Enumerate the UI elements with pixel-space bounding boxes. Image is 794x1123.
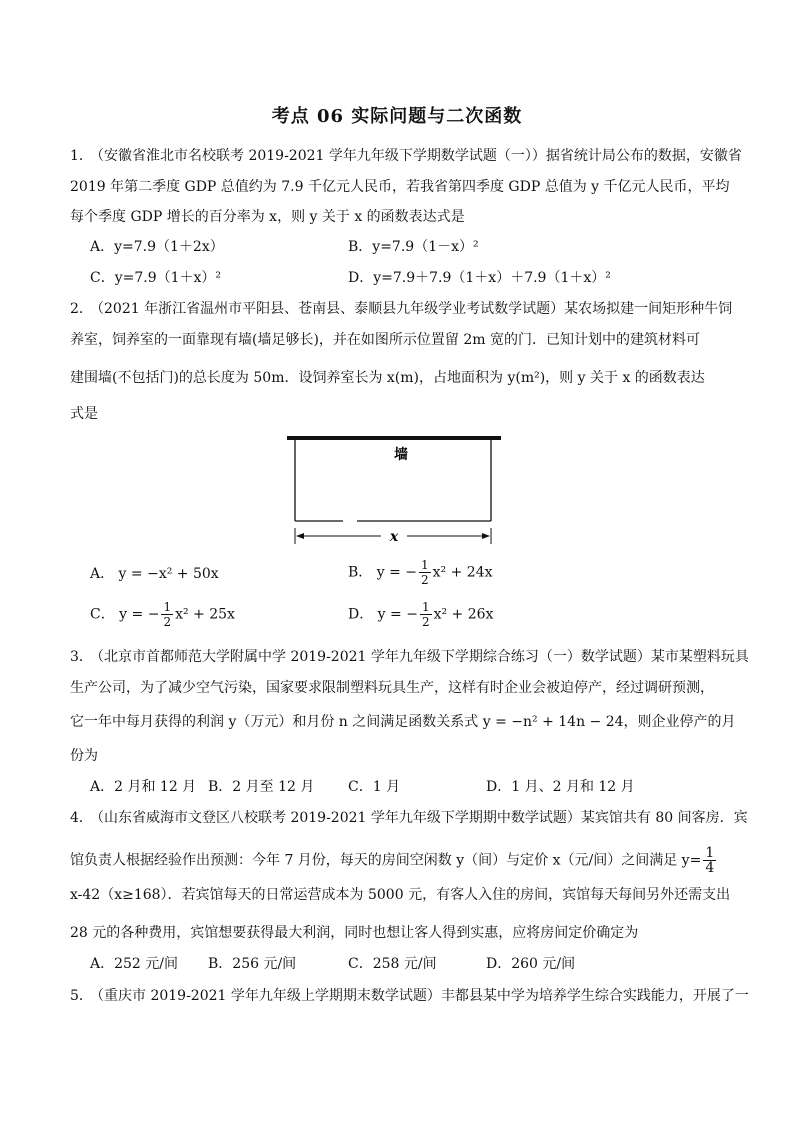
enclosure-diagram — [285, 432, 505, 550]
q3-text-line3: 它一年中每月获得的利润 y（万元）和月份 n 之间满足函数关系式 y = −n² + 14n − 24，则企业停产的月 — [70, 714, 736, 730]
q2-number: 2． — [70, 301, 93, 317]
q2-option-b[interactable] — [348, 558, 493, 587]
fraction-numerator: 1 — [163, 600, 172, 614]
q4-option-c[interactable]: C．258 元/间 — [348, 956, 437, 972]
q1-option-c[interactable]: C．y=7.9（1＋x）² — [90, 270, 222, 286]
q1-text-line2: 2019 年第二季度 GDP 总值约为 7.9 千亿元人民币，若我省第四季度 GDP 总值为 y 千亿元人民币，平均 — [70, 179, 730, 195]
q2-option-d[interactable] — [348, 600, 493, 629]
q3-option-d[interactable]: D．1 月、2 月和 12 月 — [486, 779, 635, 795]
fraction-numerator: 1 — [421, 558, 429, 572]
x-dimension-label: x — [389, 529, 399, 545]
q3-text-line4: 份为 — [70, 748, 98, 764]
q1-option-d[interactable]: D．y=7.9＋7.9（1＋x）＋7.9（1＋x）² — [348, 270, 611, 286]
q4-text-line1: （山东省威海市文登区八校联考 2019-2021 学年九年级下学期期中数学试题）某宾馆共有 80 间客房．宾 — [90, 810, 748, 826]
q4-text-line3: x-42（x≥168）．若宾馆每天的日常运营成本为 5000 元，有客人入住的房间，宾馆每天每间另外还需支出 — [70, 887, 731, 903]
q5-number: 5． — [70, 988, 93, 1004]
q1-option-a[interactable]: A．y=7.9（1＋2x） — [90, 239, 224, 255]
q2-option-d-suffix: x² + 26x — [433, 606, 494, 623]
dim-arrow-right — [482, 533, 490, 539]
q2-option-c-prefix: C． y = − — [90, 606, 160, 623]
q1-number: 1． — [70, 148, 93, 164]
q2-option-d-prefix: D． y = − — [348, 606, 418, 623]
fraction-denominator: 2 — [421, 573, 429, 587]
q3-option-c[interactable]: C．1 月 — [348, 779, 401, 795]
q1-text-line3: 每个季度 GDP 增长的百分率为 x，则 y 关于 x 的函数表达式是 — [70, 209, 465, 225]
fraction-denominator: 2 — [163, 615, 172, 629]
fraction-numerator: 1 — [421, 600, 430, 614]
page-title: 考点 06 实际问题与二次函数 — [271, 106, 523, 127]
q3-option-b[interactable]: B．2 月至 12 月 — [208, 779, 315, 795]
fraction-half — [419, 558, 431, 587]
fraction-denominator: 4 — [705, 860, 715, 876]
q2-option-c-suffix: x² + 25x — [175, 606, 235, 623]
q2-text-line3: 建围墙(不包括门)的总长度为 50m．设饲养室长为 x(m)，占地面积为 y(m²)，则 y 关于 x 的函数表达 — [70, 370, 705, 386]
q3-number: 3． — [70, 649, 93, 665]
q4-text-line2-body: 馆负责人根据经验作出预测：今年 7 月份，每天的房间空闲数 y（间）与定价 x（元/间）之间满足 y= — [70, 852, 702, 869]
q2-option-c[interactable] — [90, 600, 235, 629]
q2-text-line2: 养室，饲养室的一面靠现有墙(墙足够长)，并在如图所示位置留 2m 宽的门．已知计划中的建筑材料可 — [70, 332, 701, 348]
fraction-denominator: 2 — [421, 615, 430, 629]
q3-text-line1: （北京市首都师范大学附属中学 2019-2021 学年九年级下学期综合练习（一）数学试题）某市某塑料玩具 — [90, 649, 749, 665]
q3-option-a[interactable]: A．2 月和 12 月 — [90, 779, 197, 795]
q2-text-line4: 式是 — [70, 406, 98, 422]
fraction-half — [161, 600, 173, 629]
q4-option-a[interactable]: A．252 元/间 — [90, 956, 178, 972]
q5-text-line1: （重庆市 2019-2021 学年九年级上学期期末数学试题）丰都县某中学为培养学生综合实践能力，开展了一 — [90, 988, 749, 1004]
q2-text-line1: （2021 年浙江省温州市平阳县、苍南县、泰顺县九年级学业考试数学试题）某农场拟建一间矩形种牛饲 — [90, 301, 733, 317]
fraction-half — [420, 600, 432, 629]
fraction-quarter — [703, 846, 716, 875]
q4-option-b[interactable]: B．256 元/间 — [208, 956, 297, 972]
q4-option-d[interactable]: D．260 元/间 — [486, 956, 576, 972]
fraction-numerator: 1 — [705, 845, 715, 861]
dim-arrow-left — [296, 533, 304, 539]
q2-option-b-suffix: x² + 24x — [432, 564, 493, 581]
q4-number: 4． — [70, 810, 93, 826]
q3-text-line2: 生产公司，为了减少空气污染，国家要求限制塑料玩具生产，这样有时企业会被迫停产，经过调研预测， — [70, 680, 714, 696]
wall-label: 墙 — [394, 447, 408, 463]
q4-text-line4: 28 元的各种费用，宾馆想要获得最大利润，同时也想让客人得到实惠，应将房间定价确定为 — [70, 925, 639, 941]
q2-option-b-prefix: B． y = − — [348, 564, 418, 581]
q1-option-b[interactable]: B．y=7.9（1－x）² — [348, 239, 479, 255]
q2-option-a[interactable]: A． y = −x² + 50x — [90, 566, 219, 582]
q4-text-line2 — [70, 846, 718, 875]
q1-text-line1: （安徽省淮北市名校联考 2019-2021 学年九年级下学期数学试题（一））据省统计局公布的数据，安徽省 — [90, 148, 742, 164]
